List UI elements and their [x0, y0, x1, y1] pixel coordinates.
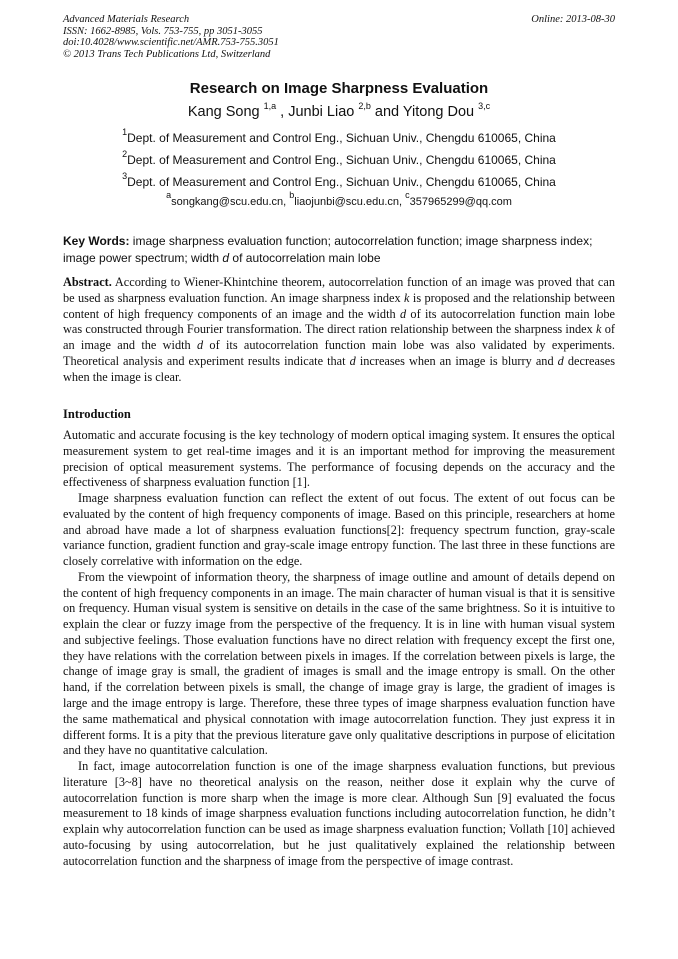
- abstract-variable: k: [404, 290, 410, 305]
- affiliation-text: Dept. of Measurement and Control Eng., Sichuan Univ., Chengdu 610065, China: [127, 153, 556, 167]
- affiliation-number: 1: [122, 127, 128, 137]
- abstract-variable: d: [196, 338, 204, 353]
- paragraph: Image sharpness evaluation function can reflect the extent of out focus. The extent of out focus can be evaluated by the content of high frequency components of image. Based on this principle, researchers at home and abroad have made a lot of sharpness evaluation functions[2]: frequency spectrum function, gray-scale variance function, gradient function and gray-scale image entropy function. The last three in these functions are closely correlative with information on the edge.: [63, 491, 615, 569]
- abstract-text: decreases when the image is clear.: [63, 353, 615, 384]
- author-name: Yitong Dou: [402, 104, 475, 120]
- abstract-text: of its autocorrelation function main lobe was constructed through Fourier transformation. The direct ration relationship between the sharpness index: [63, 306, 615, 337]
- affiliation-text: Dept. of Measurement and Control Eng., Sichuan Univ., Chengdu 610065, China: [127, 175, 556, 189]
- author-superscript: 3,c: [478, 101, 491, 111]
- abstract-text: of its autocorrelation function main lobe was also validated by experiments. Theoretical analysis and experiment results indicate that: [63, 338, 615, 368]
- author-superscript: 2,b: [358, 101, 371, 111]
- affiliation-number: 3: [122, 171, 128, 181]
- keywords-label: Key Words:: [63, 234, 130, 248]
- author-list: [0, 101, 678, 120]
- abstract-variable: d: [557, 353, 564, 368]
- abstract-variable: k: [596, 322, 602, 337]
- affiliation: [0, 149, 678, 167]
- paragraph: In fact, image autocorrelation function is one of the image sharpness evaluation functions, but previous literature [3~8] have no theoretical analysis on the reason, neither dose it explain why the curve of autocorrelation function is more sharp when the image is more clear. Although Sun [9] evaluated the focus measurement to 18 kinds of image sharpness evaluation functions including autocorrelation function, he didn’t explain why autocorrelation function can be used as image sharpness evaluation function; Vollath [10] achieved auto-focusing by using autocorrelation, but he just qualitatively explained the relationship between autocorrelation function and the sharpness of image from the perspective of image contrast.: [63, 759, 615, 868]
- page-header: [63, 14, 615, 60]
- doi-line: doi:10.4028/www.scientific.net/AMR.753-755.3051: [63, 37, 279, 48]
- abstract-label: Abstract.: [63, 275, 112, 289]
- copyright-line: © 2013 Trans Tech Publications Ltd, Switzerland: [63, 48, 271, 60]
- abstract-text: According to Wiener-Khintchine theorem, autocorrelation function of an image was proved that can be used as sharpness evaluation function. An image sharpness index: [63, 275, 615, 305]
- issn-line: ISSN: 1662-8985, Vols. 753-755, pp 3051-3055: [63, 25, 263, 37]
- author-name: Junbi Liao: [288, 104, 355, 120]
- affiliation: [0, 171, 678, 189]
- abstract: [63, 275, 615, 386]
- paper-title: Research on Image Sharpness Evaluation: [189, 80, 489, 97]
- email-superscript: a: [166, 190, 172, 200]
- affiliation-number: 2: [122, 149, 128, 159]
- email-list: [0, 190, 678, 208]
- abstract-text: of an image and the width: [63, 322, 615, 353]
- email-address: songkang@scu.edu.cn,: [171, 196, 290, 208]
- journal-name: Advanced Materials Research: [63, 14, 190, 25]
- keywords-variable: d: [222, 251, 230, 265]
- author-name: Kang Song: [187, 104, 260, 120]
- email-address: 357965299@qq.com: [409, 196, 512, 208]
- paragraph: From the viewpoint of information theory, the sharpness of image outline and amount of details depend on the content of high frequency components in an image. The main character of human visual is that it is sensitive on frequency. Human visual system is sensitive on details in the case of the same brightness. So it is intuitive to explain the clear or fuzzy image from the perspective of the frequency. It is in line with human visual system and subjective feelings. Those evaluation functions have no direct relation with frequency except the first one, they have relations with the correlation between pixels in images. If the correlation between pixels is large, the change of image gray is small, the gradient of images is small and the image entropy is small. On the other hand, if the correlation between pixels is small, the change of image gray is large, the gradient of images is large and the image entropy is large. Therefore, these three types of image sharpness evaluation function have the same mathematical and physical connotation with image autocorrelation function. They just express it in different forms. It is a pity that the previous literature gave only qualitative descriptions in purpose of elicitation and they have no quantitative calculation.: [63, 569, 615, 758]
- abstract-variable: d: [399, 306, 407, 321]
- affiliation: [0, 127, 678, 145]
- email-address: liaojunbi@scu.edu.cn,: [294, 196, 406, 208]
- author-separator: and: [370, 104, 403, 120]
- online-date: Online: 2013-08-30: [531, 14, 615, 25]
- paragraph: Automatic and accurate focusing is the key technology of modern optical imaging system. It ensures the optical measurement system to get real-time images and it is an important method for improving the measurement precision of optical measurement systems. The performance of focusing depends on the accuracy and the effectiveness of sharpness evaluation function [1].: [63, 428, 615, 490]
- abstract-text: increases when an image is blurry and: [355, 353, 558, 368]
- section-heading: Introduction: [63, 407, 131, 421]
- email-superscript: b: [289, 190, 295, 200]
- abstract-text: is proposed and the relationship between content of high frequency components of an image and the width: [63, 290, 615, 321]
- keywords: [63, 233, 615, 267]
- email-superscript: c: [405, 190, 410, 200]
- abstract-variable: d: [349, 353, 356, 368]
- author-separator: ,: [276, 104, 289, 120]
- affiliation-text: Dept. of Measurement and Control Eng., Sichuan Univ., Chengdu 610065, China: [127, 131, 556, 145]
- keywords-text: image sharpness evaluation function; autocorrelation function; image sharpness index; image power spectrum; width: [63, 234, 593, 265]
- keywords-text: of autocorrelation main lobe: [229, 251, 381, 265]
- author-superscript: 1,a: [263, 101, 277, 111]
- introduction-body: [63, 428, 615, 869]
